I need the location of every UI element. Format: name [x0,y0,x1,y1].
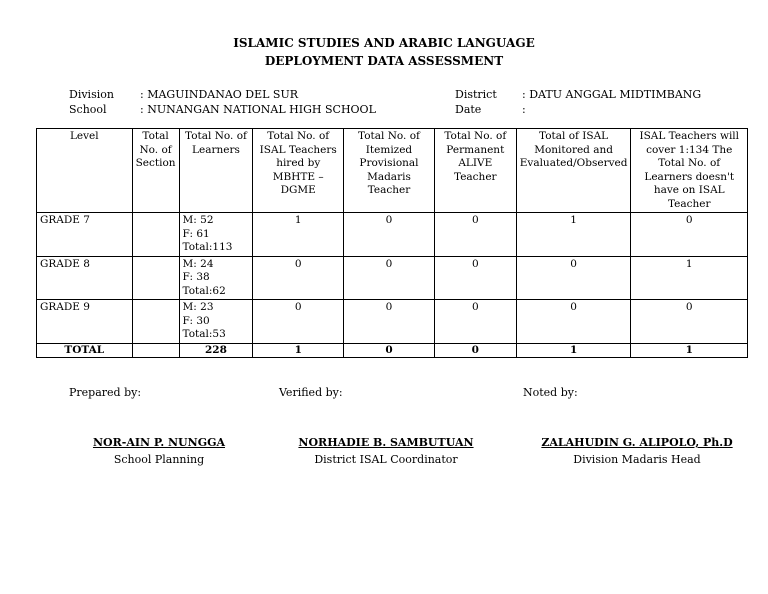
deployment-table [36,128,748,358]
district-value: : DATU ANGGAL MIDTIMBANG [522,88,702,101]
cell-monitored: 0 [516,300,631,344]
cell-alive: 0 [434,256,516,300]
verified-by-name: NORHADIE B. SAMBUTUAN [298,436,474,449]
verified-by-label: Verified by: [279,386,343,399]
learners-total: Total:113 [182,241,233,253]
noted-by-label: Noted by: [523,386,578,399]
total-label: TOTAL [37,343,133,358]
cell-itemized: 0 [344,213,435,257]
document-title-line1: ISLAMIC STUDIES AND ARABIC LANGUAGE [233,36,535,50]
header-cover: ISAL Teachers will cover 1:134 The Total No. of Learners doesn't have on ISAL Teacher [631,129,748,213]
learners-male: M: 24 [182,257,214,270]
learners-total: Total:62 [182,284,226,297]
total-sections [132,343,179,358]
school-value: : NUNANGAN NATIONAL HIGH SCHOOL [140,103,376,116]
learners-total: Total:53 [182,328,226,340]
cell-cover: 0 [631,213,748,257]
cell-cover: 1 [631,256,748,300]
total-monitored: 1 [516,343,631,358]
total-hired: 1 [253,343,344,358]
school-label: School [69,103,107,116]
header-isal-hired: Total No. of ISAL Teachers hired by MBHTE – DGME [253,129,344,213]
date-label: Date [455,103,482,116]
division-label: Division [69,88,114,101]
learners-male: M: 23 [182,301,214,313]
cell-hired: 0 [253,300,344,344]
table-row [37,300,748,344]
total-cover: 1 [631,343,748,358]
header-monitored: Total of ISAL Monitored and Evaluated/Observed [516,129,631,213]
cell-alive: 0 [434,213,516,257]
total-alive: 0 [434,343,516,358]
prepared-by-label: Prepared by: [69,386,142,399]
prepared-by-role: School Planning [113,453,205,466]
total-learners: 228 [179,343,253,358]
header-level: Level [37,129,133,213]
cell-learners [179,256,253,300]
document-title-line2: DEPLOYMENT DATA ASSESSMENT [264,54,504,68]
cell-itemized: 0 [344,256,435,300]
cell-hired: 0 [253,256,344,300]
header-itemized: Total No. of Itemized Provisional Madaris Teacher [344,129,435,213]
cell-monitored: 1 [516,213,631,257]
cell-itemized: 0 [344,300,435,344]
cell-sections [132,256,179,300]
cell-monitored: 0 [516,256,631,300]
header-alive: Total No. of Permanent ALIVE Teacher [434,129,516,213]
cell-learners [179,300,253,344]
total-itemized: 0 [344,343,435,358]
table-total-row [37,343,748,358]
learners-male: M: 52 [182,214,214,226]
cell-alive: 0 [434,300,516,344]
division-value: : MAGUINDANAO DEL SUR [140,88,299,101]
cell-learners [179,213,253,257]
table-row [37,213,748,257]
table-row [37,256,748,300]
cell-cover: 0 [631,300,748,344]
cell-sections [132,213,179,257]
learners-female: F: 30 [182,314,210,327]
header-learners: Total No. of Learners [179,129,253,213]
cell-level: GRADE 9 [37,300,133,344]
noted-by-name: ZALAHUDIN G. ALIPOLO, Ph.D [541,436,733,449]
learners-female: F: 61 [182,227,210,240]
verified-by-role: District ISAL Coordinator [314,453,458,466]
learners-female: F: 38 [182,271,210,283]
table-header-row [37,129,748,213]
cell-level: GRADE 7 [37,213,133,257]
prepared-by-name: NOR-AIN P. NUNGGA [92,436,226,449]
district-label: District [455,88,497,101]
date-value: : [522,103,526,116]
cell-hired: 1 [253,213,344,257]
cell-level: GRADE 8 [37,256,133,300]
noted-by-role: Division Madaris Head [573,453,701,466]
header-sections: Total No. of Section [132,129,179,213]
cell-sections [132,300,179,344]
